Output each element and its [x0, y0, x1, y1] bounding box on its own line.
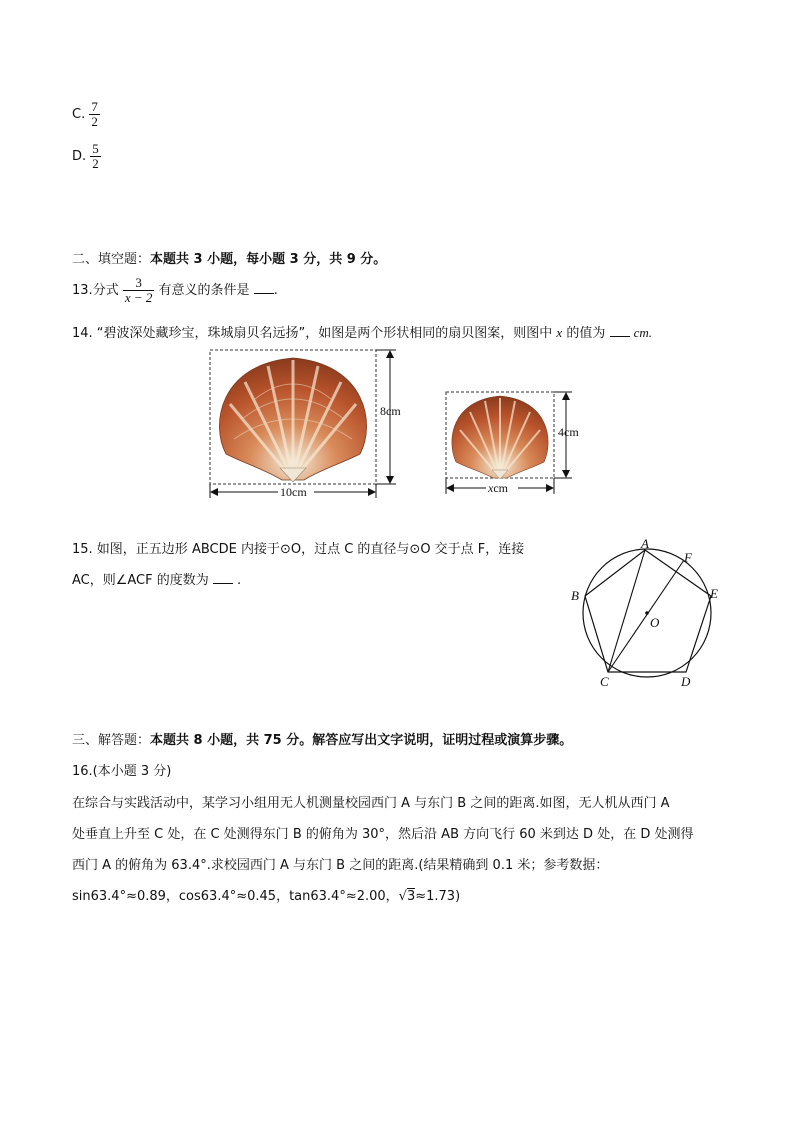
- small-shell-image: [446, 392, 554, 479]
- question-13: 13.分式 $\frac{3}{x - 2}$ 有意义的条件是 .: [72, 275, 278, 305]
- diameter-cf: [608, 560, 684, 672]
- question-16-line-2: 处垂直上升至 C 处，在 C 处测得东门 B 的俯角为 30°，然后沿 AB 方向飞行 60 米到达 D 处，在 D 处测得: [72, 827, 694, 842]
- sqrt-symbol: √: [398, 889, 407, 904]
- label-c: C: [600, 674, 609, 689]
- label-a: A: [641, 536, 649, 551]
- segment-ac: [608, 550, 645, 672]
- question-16-line-1: 在综合与实践活动中，某学习小组用无人机测量校园西门 A 与东门 B 之间的距离.如图，无人机从西门 A: [72, 796, 670, 811]
- question-16-line-3: 西门 A 的俯角为 63.4°.求校园西门 A 与东门 B 之间的距离.(结果精确到 0.1 米；参考数据：: [72, 858, 609, 873]
- section-2-heading: 二、填空题：本题共 3 小题，每小题 3 分，共 9 分。: [72, 252, 387, 267]
- option-d: [72, 142, 101, 171]
- large-height-label: 8cm: [380, 404, 401, 418]
- label-d: D: [681, 674, 691, 689]
- section-3-heading: 三、解答题：本题共 8 小题，共 75 分。解答应写出文字说明，证明过程或演算步骤。: [72, 733, 573, 748]
- answer-blank[interactable]: [610, 324, 630, 337]
- label-o: O: [650, 615, 660, 630]
- question-16-line-4: sin63.4°≈0.89，cos63.4°≈0.45，tan63.4°≈2.00，√3≈1.73): [72, 889, 461, 904]
- answer-blank[interactable]: [213, 571, 233, 584]
- q13-fraction: $\frac{3}{x - 2}$: [124, 275, 153, 305]
- label-f: F: [684, 550, 692, 565]
- question-14: 14. “碧波深处藏珍宝，珠城扇贝名远扬”，如图是两个形状相同的扇贝图案，则图中 x 的值为 cm.: [72, 325, 653, 341]
- label-e: E: [710, 586, 718, 601]
- question-16-header: 16.(本小题 3 分): [72, 764, 172, 779]
- option-c: [72, 100, 100, 129]
- question-15-line-1: 15. 如图，正五边形 ABCDE 内接于⊙O，过点 C 的直径与⊙O 交于点 F，连接: [72, 542, 525, 557]
- option-d-fraction: $\frac{5}{2}$: [92, 141, 99, 171]
- question-15-line-2: AC，则∠ACF 的度数为 .: [72, 573, 242, 588]
- option-c-fraction: $\frac{7}{2}$: [91, 99, 98, 129]
- large-width-label: 10cm: [280, 485, 307, 499]
- answer-blank[interactable]: [254, 281, 274, 294]
- center-point: [645, 611, 649, 615]
- label-b: B: [571, 588, 579, 603]
- shell-figure: [200, 344, 600, 504]
- small-width-label: xcm: [488, 481, 508, 495]
- option-c-label: C.: [72, 107, 86, 122]
- option-d-label: D.: [72, 149, 87, 164]
- small-height-label: 4cm: [558, 425, 579, 439]
- pentagon-figure: [560, 536, 740, 692]
- large-shell-image: [210, 350, 376, 484]
